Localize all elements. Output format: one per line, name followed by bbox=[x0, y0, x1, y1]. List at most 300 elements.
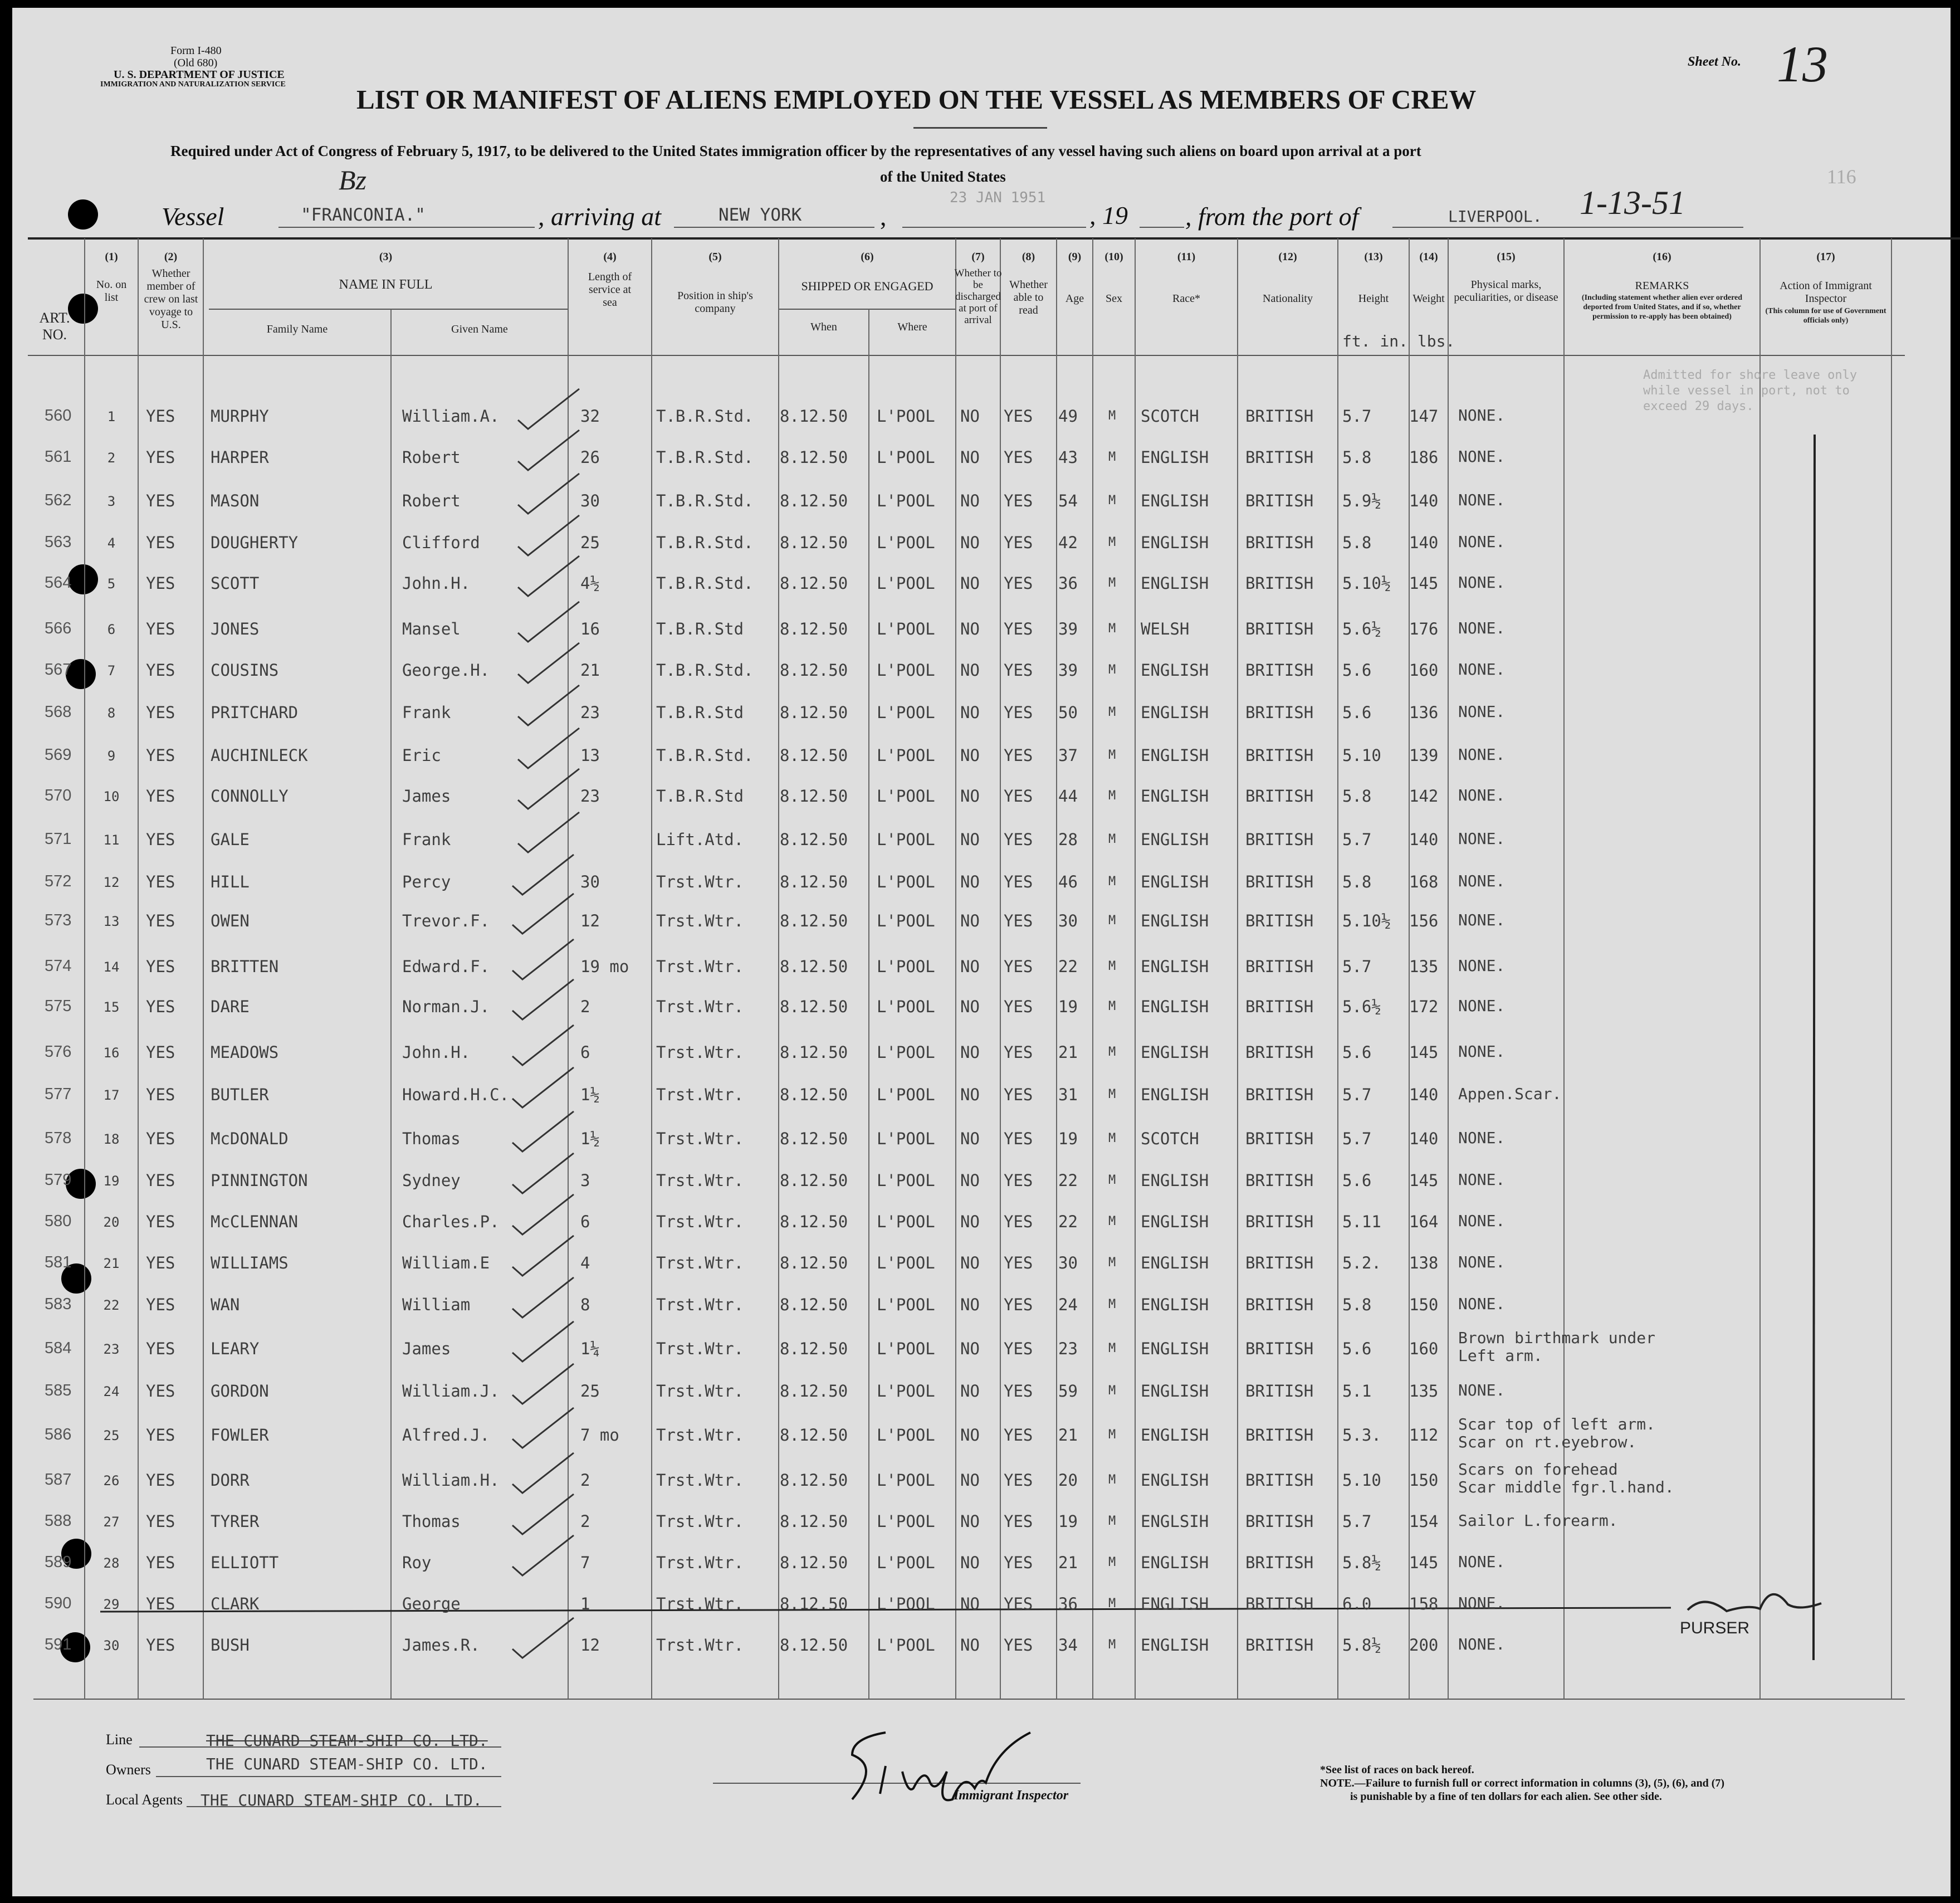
sex: M bbox=[1108, 1514, 1116, 1528]
crew-last-voyage: YES bbox=[146, 1339, 175, 1358]
position: Trst.Wtr. bbox=[656, 1253, 744, 1272]
height: 5.8 bbox=[1342, 1295, 1372, 1314]
weight: 138 bbox=[1409, 1253, 1439, 1272]
art-number: 571 bbox=[45, 830, 72, 848]
physical-marks: NONE. bbox=[1458, 1635, 1506, 1653]
able-to-read: YES bbox=[1004, 997, 1033, 1016]
art-number: 575 bbox=[45, 997, 72, 1015]
discharged: NO bbox=[960, 1339, 980, 1358]
sex: M bbox=[1108, 409, 1116, 423]
sex: M bbox=[1108, 494, 1116, 508]
height: 5.6 bbox=[1342, 661, 1372, 680]
able-to-read: YES bbox=[1004, 1295, 1033, 1314]
age: 42 bbox=[1058, 533, 1078, 552]
position: Trst.Wtr. bbox=[656, 911, 744, 930]
header-length-of-service: Length of service at sea bbox=[588, 271, 632, 309]
height: 5.7 bbox=[1342, 957, 1372, 976]
crew-last-voyage: YES bbox=[146, 1594, 175, 1613]
shipped-when: 8.12.50 bbox=[780, 746, 848, 765]
crew-last-voyage: YES bbox=[146, 661, 175, 680]
weight: 140 bbox=[1409, 1129, 1439, 1148]
crew-last-voyage: YES bbox=[146, 1471, 175, 1490]
physical-marks: NONE. bbox=[1458, 533, 1506, 551]
nationality: BRITISH bbox=[1245, 830, 1314, 849]
family-name: COUSINS bbox=[211, 661, 279, 680]
header-c8-num: (8) bbox=[1021, 251, 1035, 263]
position: Trst.Wtr. bbox=[656, 872, 744, 891]
length-of-service: 4 bbox=[580, 1253, 590, 1272]
crew-last-voyage: YES bbox=[146, 1426, 175, 1445]
position: T.B.R.Std. bbox=[656, 533, 754, 552]
able-to-read: YES bbox=[1004, 1085, 1033, 1104]
race: ENGLISH bbox=[1141, 872, 1209, 891]
art-number: 588 bbox=[45, 1512, 72, 1530]
able-to-read: YES bbox=[1004, 703, 1033, 722]
weight: 145 bbox=[1409, 574, 1439, 593]
age: 19 bbox=[1058, 1129, 1078, 1148]
header-c13-num: (13) bbox=[1364, 251, 1383, 263]
nationality: BRITISH bbox=[1245, 1253, 1314, 1272]
crew-last-voyage: YES bbox=[146, 1043, 175, 1062]
physical-marks: NONE. bbox=[1458, 745, 1506, 764]
shipped-where: L'POOL bbox=[877, 1043, 935, 1062]
physical-marks-line-2: Left arm. bbox=[1458, 1346, 1543, 1365]
crew-last-voyage: YES bbox=[146, 1085, 175, 1104]
height: 5.8 bbox=[1342, 533, 1372, 552]
check-mark bbox=[518, 685, 579, 725]
family-name: GORDON bbox=[211, 1382, 269, 1401]
length-of-service: 30 bbox=[580, 491, 600, 510]
list-number: 22 bbox=[103, 1297, 120, 1313]
list-number: 15 bbox=[103, 999, 120, 1015]
check-mark bbox=[512, 1535, 574, 1575]
header-c3-num: (3) bbox=[379, 251, 393, 263]
header-c17-num: (17) bbox=[1816, 251, 1835, 263]
art-number: 589 bbox=[45, 1553, 72, 1571]
list-number: 28 bbox=[103, 1555, 120, 1571]
list-number: 21 bbox=[103, 1256, 120, 1271]
nationality: BRITISH bbox=[1245, 957, 1314, 976]
height: 5.6 bbox=[1342, 1339, 1372, 1358]
footnote-penalty-2: is punishable by a fine of ten dollars for each alien. See other side. bbox=[1350, 1790, 1662, 1803]
header-c12-num: (12) bbox=[1278, 251, 1297, 263]
list-number: 11 bbox=[103, 832, 120, 848]
able-to-read: YES bbox=[1004, 448, 1033, 467]
position: T.B.R.Std. bbox=[656, 448, 754, 467]
given-name: William.J. bbox=[402, 1382, 500, 1401]
art-number: 563 bbox=[45, 533, 72, 551]
nationality: BRITISH bbox=[1245, 746, 1314, 765]
length-of-service: 4½ bbox=[580, 574, 600, 593]
weight: 168 bbox=[1409, 872, 1439, 891]
shipped-where: L'POOL bbox=[877, 1339, 935, 1358]
able-to-read: YES bbox=[1004, 1382, 1033, 1401]
shipped-where: L'POOL bbox=[877, 1636, 935, 1655]
nationality: BRITISH bbox=[1245, 407, 1314, 426]
race: ENGLISH bbox=[1141, 1636, 1209, 1655]
given-name: Alfred.J. bbox=[402, 1426, 490, 1445]
shipped-where: L'POOL bbox=[877, 703, 935, 722]
family-name: FOWLER bbox=[211, 1426, 269, 1445]
given-name: Frank bbox=[402, 830, 451, 849]
position: Trst.Wtr. bbox=[656, 1636, 744, 1655]
sex: M bbox=[1108, 914, 1116, 928]
header-discharged: Whether to be discharged at port of arrival bbox=[954, 267, 1002, 326]
length-of-service: 6 bbox=[580, 1043, 590, 1062]
given-name: Clifford bbox=[402, 533, 480, 552]
length-of-service: 19 mo bbox=[580, 957, 629, 976]
art-number: 560 bbox=[45, 407, 72, 424]
sex: M bbox=[1108, 789, 1116, 803]
units-row: ft. in. lbs. bbox=[1342, 332, 1455, 350]
check-mark bbox=[518, 515, 579, 555]
weight: 147 bbox=[1409, 407, 1439, 426]
sex: M bbox=[1108, 959, 1116, 973]
given-name: John.H. bbox=[402, 574, 471, 593]
list-number: 8 bbox=[107, 705, 116, 721]
list-number: 14 bbox=[103, 959, 120, 975]
shipped-when: 8.12.50 bbox=[780, 533, 848, 552]
crew-last-voyage: YES bbox=[146, 491, 175, 510]
position: T.B.R.Std. bbox=[656, 574, 754, 593]
able-to-read: YES bbox=[1004, 1426, 1033, 1445]
length-of-service: 12 bbox=[580, 1636, 600, 1655]
length-of-service: 23 bbox=[580, 787, 600, 806]
crew-last-voyage: YES bbox=[146, 787, 175, 806]
art-number: 576 bbox=[45, 1043, 72, 1061]
discharged: NO bbox=[960, 1471, 980, 1490]
art-number: 566 bbox=[45, 619, 72, 637]
height: 5.7 bbox=[1342, 1129, 1372, 1148]
crew-last-voyage: YES bbox=[146, 1636, 175, 1655]
height: 5.8½ bbox=[1342, 1553, 1381, 1572]
position: Trst.Wtr. bbox=[656, 1295, 744, 1314]
position: Trst.Wtr. bbox=[656, 997, 744, 1016]
shipped-where: L'POOL bbox=[877, 872, 935, 891]
physical-marks: NONE. bbox=[1458, 1042, 1506, 1061]
physical-marks: NONE. bbox=[1458, 1553, 1506, 1571]
header-c15-num: (15) bbox=[1497, 251, 1516, 263]
weight: 142 bbox=[1409, 787, 1439, 806]
discharged: NO bbox=[960, 448, 980, 467]
from-port-label: , from the port of bbox=[1185, 202, 1359, 231]
age: 34 bbox=[1058, 1636, 1078, 1655]
header-family-name: Family Name bbox=[266, 323, 328, 335]
height: 5.6 bbox=[1342, 703, 1372, 722]
position: Trst.Wtr. bbox=[656, 957, 744, 976]
shipped-where: L'POOL bbox=[877, 1382, 935, 1401]
shipped-when: 8.12.50 bbox=[780, 448, 848, 467]
length-of-service: 25 bbox=[580, 1382, 600, 1401]
shipped-when: 8.12.50 bbox=[780, 1636, 848, 1655]
shipped-where: L'POOL bbox=[877, 1594, 935, 1613]
shipped-where: L'POOL bbox=[877, 1471, 935, 1490]
nationality: BRITISH bbox=[1245, 661, 1314, 680]
shipped-when: 8.12.50 bbox=[780, 661, 848, 680]
able-to-read: YES bbox=[1004, 1594, 1033, 1613]
given-name: James.R. bbox=[402, 1636, 480, 1655]
race: ENGLISH bbox=[1141, 491, 1209, 510]
position: T.B.R.Std bbox=[656, 787, 744, 806]
position: Trst.Wtr. bbox=[656, 1171, 744, 1190]
height: 5.7 bbox=[1342, 830, 1372, 849]
discharged: NO bbox=[960, 1253, 980, 1272]
owners-underline bbox=[156, 1776, 501, 1777]
age: 54 bbox=[1058, 491, 1078, 510]
nationality: BRITISH bbox=[1245, 787, 1314, 806]
nationality: BRITISH bbox=[1245, 1594, 1314, 1613]
family-name: OWEN bbox=[211, 911, 250, 930]
sex: M bbox=[1108, 1256, 1116, 1270]
header-c7-num: (7) bbox=[971, 251, 985, 263]
position: Trst.Wtr. bbox=[656, 1129, 744, 1148]
list-number: 9 bbox=[107, 748, 116, 764]
check-mark bbox=[512, 894, 574, 934]
given-name: Sydney bbox=[402, 1171, 461, 1190]
art-number: 590 bbox=[45, 1594, 72, 1612]
length-of-service: 25 bbox=[580, 533, 600, 552]
header-race: Race* bbox=[1172, 292, 1200, 305]
shipped-when: 8.12.50 bbox=[780, 787, 848, 806]
family-name: TYRER bbox=[211, 1512, 260, 1531]
family-name: McDONALD bbox=[211, 1129, 289, 1148]
able-to-read: YES bbox=[1004, 1636, 1033, 1655]
header-c4-num: (4) bbox=[603, 251, 617, 263]
shipped-where: L'POOL bbox=[877, 1426, 935, 1445]
nationality: BRITISH bbox=[1245, 574, 1314, 593]
weight: 156 bbox=[1409, 911, 1439, 930]
header-c14-num: (14) bbox=[1419, 251, 1438, 263]
nationality: BRITISH bbox=[1245, 1471, 1314, 1490]
check-mark bbox=[512, 1067, 574, 1107]
length-of-service: 1 bbox=[580, 1594, 590, 1613]
header-age: Age bbox=[1065, 292, 1084, 305]
discharged: NO bbox=[960, 1043, 980, 1062]
given-name: Norman.J. bbox=[402, 997, 490, 1016]
discharged: NO bbox=[960, 491, 980, 510]
list-number: 25 bbox=[103, 1428, 120, 1443]
check-mark bbox=[518, 474, 579, 514]
sex: M bbox=[1108, 1555, 1116, 1569]
nationality: BRITISH bbox=[1245, 1426, 1314, 1445]
able-to-read: YES bbox=[1004, 407, 1033, 426]
nationality: BRITISH bbox=[1245, 491, 1314, 510]
art-number: 585 bbox=[45, 1382, 72, 1399]
family-name: MEADOWS bbox=[211, 1043, 279, 1062]
header-when: When bbox=[810, 321, 837, 333]
check-mark bbox=[512, 1025, 574, 1065]
age: 44 bbox=[1058, 787, 1078, 806]
art-number: 579 bbox=[45, 1171, 72, 1189]
shipped-where: L'POOL bbox=[877, 491, 935, 510]
nationality: BRITISH bbox=[1245, 1043, 1314, 1062]
height: 5.11 bbox=[1342, 1212, 1381, 1231]
discharged: NO bbox=[960, 1512, 980, 1531]
age: 36 bbox=[1058, 574, 1078, 593]
header-shipped-engaged: SHIPPED OR ENGAGED bbox=[801, 279, 933, 293]
handwritten-date: 1-13-51 bbox=[1580, 184, 1685, 221]
crew-last-voyage: YES bbox=[146, 1253, 175, 1272]
weight: 139 bbox=[1409, 746, 1439, 765]
list-number: 26 bbox=[103, 1473, 120, 1489]
length-of-service: 7 mo bbox=[580, 1426, 619, 1445]
family-name: DOUGHERTY bbox=[211, 533, 299, 552]
family-name: AUCHINLECK bbox=[211, 746, 308, 765]
check-mark bbox=[518, 556, 579, 596]
height: 5.6 bbox=[1342, 1171, 1372, 1190]
crew-last-voyage: YES bbox=[146, 574, 175, 593]
footnote-penalty-1: NOTE.—Failure to furnish full or correct information in columns (3), (5), (6), and (7) bbox=[1320, 1777, 1725, 1789]
weight: 164 bbox=[1409, 1212, 1439, 1231]
position: Trst.Wtr. bbox=[656, 1085, 744, 1104]
able-to-read: YES bbox=[1004, 957, 1033, 976]
sex: M bbox=[1108, 1597, 1116, 1611]
family-name: SCOTT bbox=[211, 574, 260, 593]
nationality: BRITISH bbox=[1245, 1171, 1314, 1190]
length-of-service: 2 bbox=[580, 1471, 590, 1490]
header-able-to-read: Whether able to read bbox=[1009, 279, 1048, 316]
family-name: WILLIAMS bbox=[211, 1253, 289, 1272]
able-to-read: YES bbox=[1004, 911, 1033, 930]
sex: M bbox=[1108, 622, 1116, 636]
purser-signature bbox=[1671, 1571, 1838, 1627]
list-number: 13 bbox=[103, 914, 120, 929]
header-c10-num: (10) bbox=[1104, 251, 1123, 263]
shipped-where: L'POOL bbox=[877, 1085, 935, 1104]
sex: M bbox=[1108, 1428, 1116, 1442]
old-form-number: (Old 680) bbox=[174, 57, 218, 69]
shipped-where: L'POOL bbox=[877, 1171, 935, 1190]
art-number: 561 bbox=[45, 448, 72, 466]
given-name: Robert bbox=[402, 491, 461, 510]
art-number: 567 bbox=[45, 661, 72, 679]
art-number: 564 bbox=[45, 574, 72, 592]
position: Trst.Wtr. bbox=[656, 1512, 744, 1531]
able-to-read: YES bbox=[1004, 787, 1033, 806]
height: 5.7 bbox=[1342, 407, 1372, 426]
physical-marks: Appen.Scar. bbox=[1458, 1085, 1562, 1103]
sex: M bbox=[1108, 705, 1116, 719]
position: T.B.R.Std bbox=[656, 703, 744, 722]
shipped-when: 8.12.50 bbox=[780, 491, 848, 510]
crew-last-voyage: YES bbox=[146, 911, 175, 930]
length-of-service: 16 bbox=[580, 619, 600, 638]
age: 36 bbox=[1058, 1594, 1078, 1613]
given-name: Robert bbox=[402, 448, 461, 467]
family-name: BRITTEN bbox=[211, 957, 279, 976]
height: 5.6½ bbox=[1342, 619, 1381, 638]
nationality: BRITISH bbox=[1245, 911, 1314, 930]
physical-marks: NONE. bbox=[1458, 1170, 1506, 1189]
discharged: NO bbox=[960, 787, 980, 806]
physical-marks: NONE. bbox=[1458, 702, 1506, 721]
family-name: HILL bbox=[211, 872, 250, 891]
sex: M bbox=[1108, 576, 1116, 590]
length-of-service: 32 bbox=[580, 407, 600, 426]
race: ENGLISH bbox=[1141, 911, 1209, 930]
height: 5.9½ bbox=[1342, 491, 1381, 510]
check-mark bbox=[512, 1194, 574, 1234]
check-mark bbox=[512, 1364, 574, 1404]
discharged: NO bbox=[960, 1085, 980, 1104]
sex: M bbox=[1108, 1297, 1116, 1311]
length-of-service: 7 bbox=[580, 1553, 590, 1572]
nationality: BRITISH bbox=[1245, 1339, 1314, 1358]
position: T.B.R.Std. bbox=[656, 407, 754, 426]
list-number: 20 bbox=[103, 1214, 120, 1230]
check-mark bbox=[512, 1111, 574, 1151]
age: 19 bbox=[1058, 997, 1078, 1016]
race: ENGLISH bbox=[1141, 703, 1209, 722]
shipped-where: L'POOL bbox=[877, 997, 935, 1016]
sex: M bbox=[1108, 1045, 1116, 1059]
header-c6-num: (6) bbox=[861, 251, 874, 263]
sex: M bbox=[1108, 1087, 1116, 1101]
physical-marks: Scar top of left arm. bbox=[1458, 1415, 1656, 1433]
length-of-service: 12 bbox=[580, 911, 600, 930]
age: 21 bbox=[1058, 1043, 1078, 1062]
physical-marks: Scars on forehead bbox=[1458, 1460, 1618, 1479]
height: 5.7 bbox=[1342, 1512, 1372, 1531]
header-given-name: Given Name bbox=[451, 323, 508, 335]
header-sex: Sex bbox=[1106, 292, 1122, 305]
nationality: BRITISH bbox=[1245, 533, 1314, 552]
header-remarks: REMARKS bbox=[1635, 280, 1689, 292]
check-mark bbox=[512, 1408, 574, 1448]
given-name: James bbox=[402, 787, 451, 806]
position: Trst.Wtr. bbox=[656, 1426, 744, 1445]
discharged: NO bbox=[960, 1382, 980, 1401]
age: 31 bbox=[1058, 1085, 1078, 1104]
nationality: BRITISH bbox=[1245, 619, 1314, 638]
header-nationality: Nationality bbox=[1263, 292, 1313, 305]
comma: , bbox=[880, 202, 887, 231]
crew-last-voyage: YES bbox=[146, 830, 175, 849]
weight: 140 bbox=[1409, 1085, 1439, 1104]
able-to-read: YES bbox=[1004, 533, 1033, 552]
date-stamp: 23 JAN 1951 bbox=[950, 189, 1046, 206]
age: 21 bbox=[1058, 1553, 1078, 1572]
sex: M bbox=[1108, 999, 1116, 1013]
able-to-read: YES bbox=[1004, 1471, 1033, 1490]
able-to-read: YES bbox=[1004, 1339, 1033, 1358]
age: 20 bbox=[1058, 1471, 1078, 1490]
check-mark bbox=[518, 728, 579, 768]
discharged: NO bbox=[960, 911, 980, 930]
arriving-port: NEW YORK bbox=[718, 205, 802, 225]
header-where: Where bbox=[897, 321, 927, 333]
able-to-read: YES bbox=[1004, 1553, 1033, 1572]
list-number: 30 bbox=[103, 1638, 120, 1653]
weight: 140 bbox=[1409, 491, 1439, 510]
check-mark bbox=[512, 1277, 574, 1318]
form-subtitle-2: of the United States bbox=[880, 168, 1006, 185]
shipped-when: 8.12.50 bbox=[780, 574, 848, 593]
given-name: Trevor.F. bbox=[402, 911, 490, 930]
age: 39 bbox=[1058, 619, 1078, 638]
crew-last-voyage: YES bbox=[146, 1553, 175, 1572]
crew-last-voyage: YES bbox=[146, 957, 175, 976]
family-name: DORR bbox=[211, 1471, 250, 1490]
shipped-when: 8.12.50 bbox=[780, 1171, 848, 1190]
race: ENGLISH bbox=[1141, 533, 1209, 552]
physical-marks: NONE. bbox=[1458, 872, 1506, 890]
check-mark bbox=[518, 389, 579, 429]
crew-last-voyage: YES bbox=[146, 533, 175, 552]
length-of-service: 1½ bbox=[580, 1129, 600, 1148]
position: T.B.R.Std. bbox=[656, 661, 754, 680]
weight: 136 bbox=[1409, 703, 1439, 722]
